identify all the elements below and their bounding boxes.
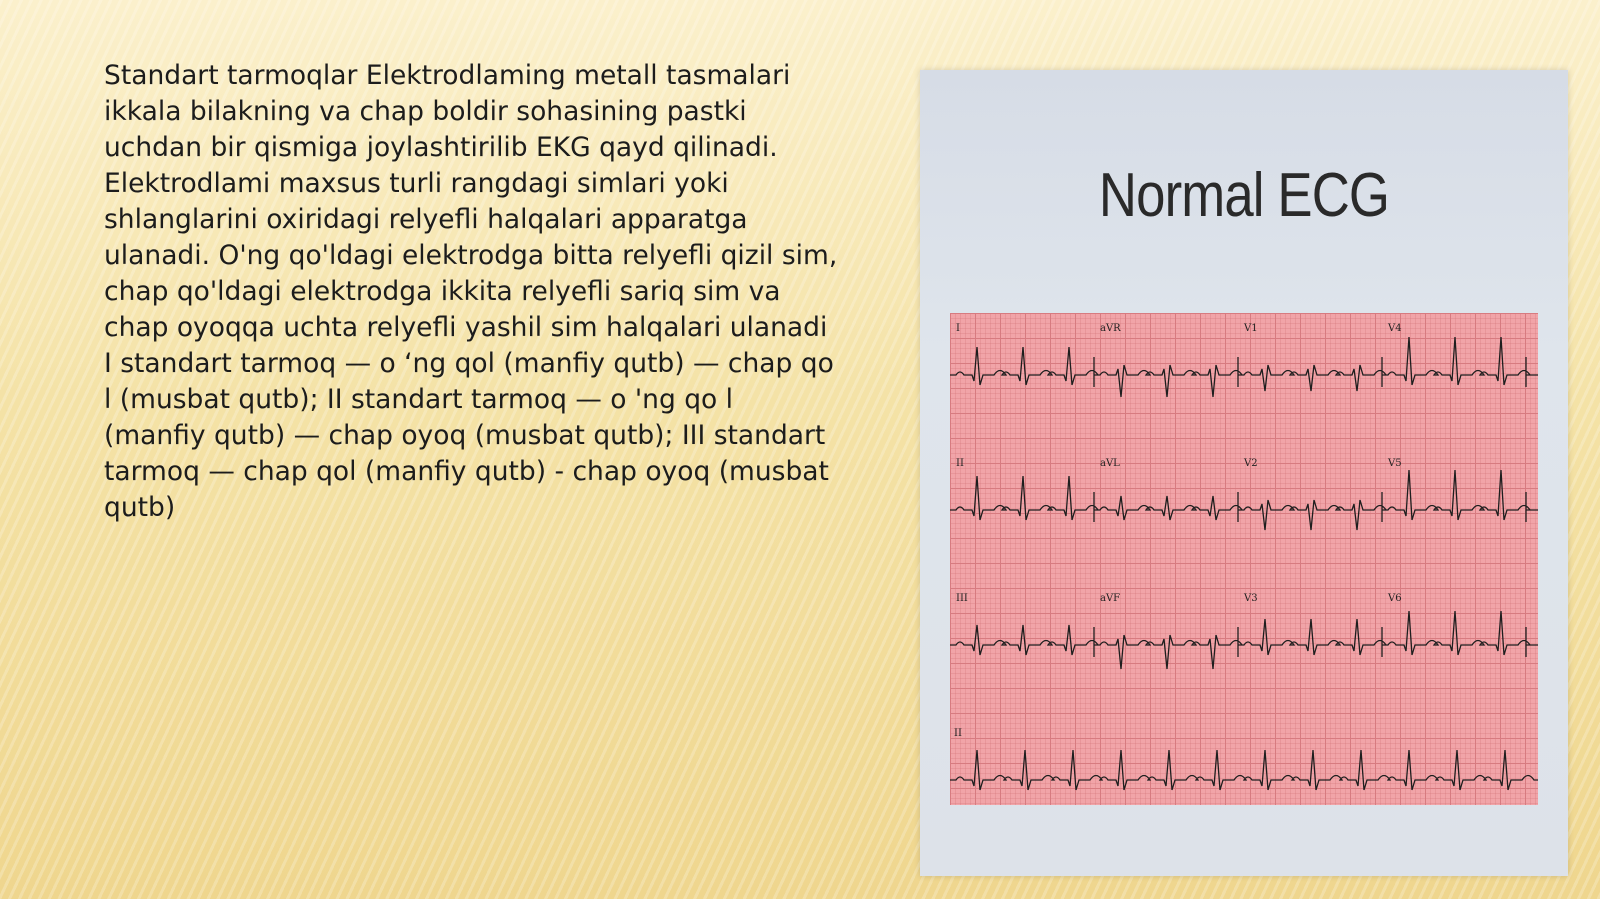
ecg-traces: [950, 313, 1538, 805]
ecg-lead-label: aVR: [1100, 323, 1121, 334]
ecg-lead-label: II: [956, 458, 964, 469]
ecg-trace-row: [950, 470, 1538, 530]
ecg-lead-label: V4: [1388, 323, 1402, 334]
ecg-lead-label: aVL: [1100, 458, 1120, 469]
ecg-trace-row: [950, 337, 1538, 397]
ecg-lead-label: aVF: [1100, 593, 1121, 604]
ecg-trace-row: [950, 611, 1538, 669]
ecg-lead-label: III: [956, 593, 968, 604]
ecg-lead-label: II: [954, 728, 962, 739]
ecg-lead-label: V1: [1244, 323, 1258, 334]
slide-body-text: Standart tarmoqlar Elektrodlaming metall tasmalari ikkala bilakning va chap boldir sohasining pastki uchdan bir qismiga joylashtirilib EKG qayd qilinadi. Elektrodlami maxsus turli rangdagi simlari yoki shlanglarini oxiridagi relyefli halqalari apparatga ulanadi. O'ng qo'ldagi elektrodga bitta relyefli qizil sim, chap qo'ldagi elektrodga ikkita relyefli sariq sim va chap oyoqqa uchta relyefli yashil sim halqalari ulanadi I standart tarmoq — o ‘ng qol (manfiy qutb) — chap qo l (musbat qutb); II standart tarmoq — o 'ng qo l (manfiy qutb) — chap oyoq (musbat qutb); III standart tarmoq — chap qol (manfiy qutb) - chap oyoq (musbat qutb): [104, 60, 838, 523]
ecg-lead-label: I: [956, 323, 960, 334]
ecg-strip: [950, 313, 1538, 805]
ecg-lead-label: V5: [1388, 458, 1402, 469]
ecg-lead-label: V2: [1244, 458, 1258, 469]
ecg-trace-row: [950, 750, 1538, 790]
ecg-lead-label: V6: [1388, 593, 1402, 604]
ecg-lead-label: V3: [1244, 593, 1258, 604]
ecg-figure: [920, 70, 1568, 876]
ecg-title: Normal ECG: [1098, 161, 1390, 230]
